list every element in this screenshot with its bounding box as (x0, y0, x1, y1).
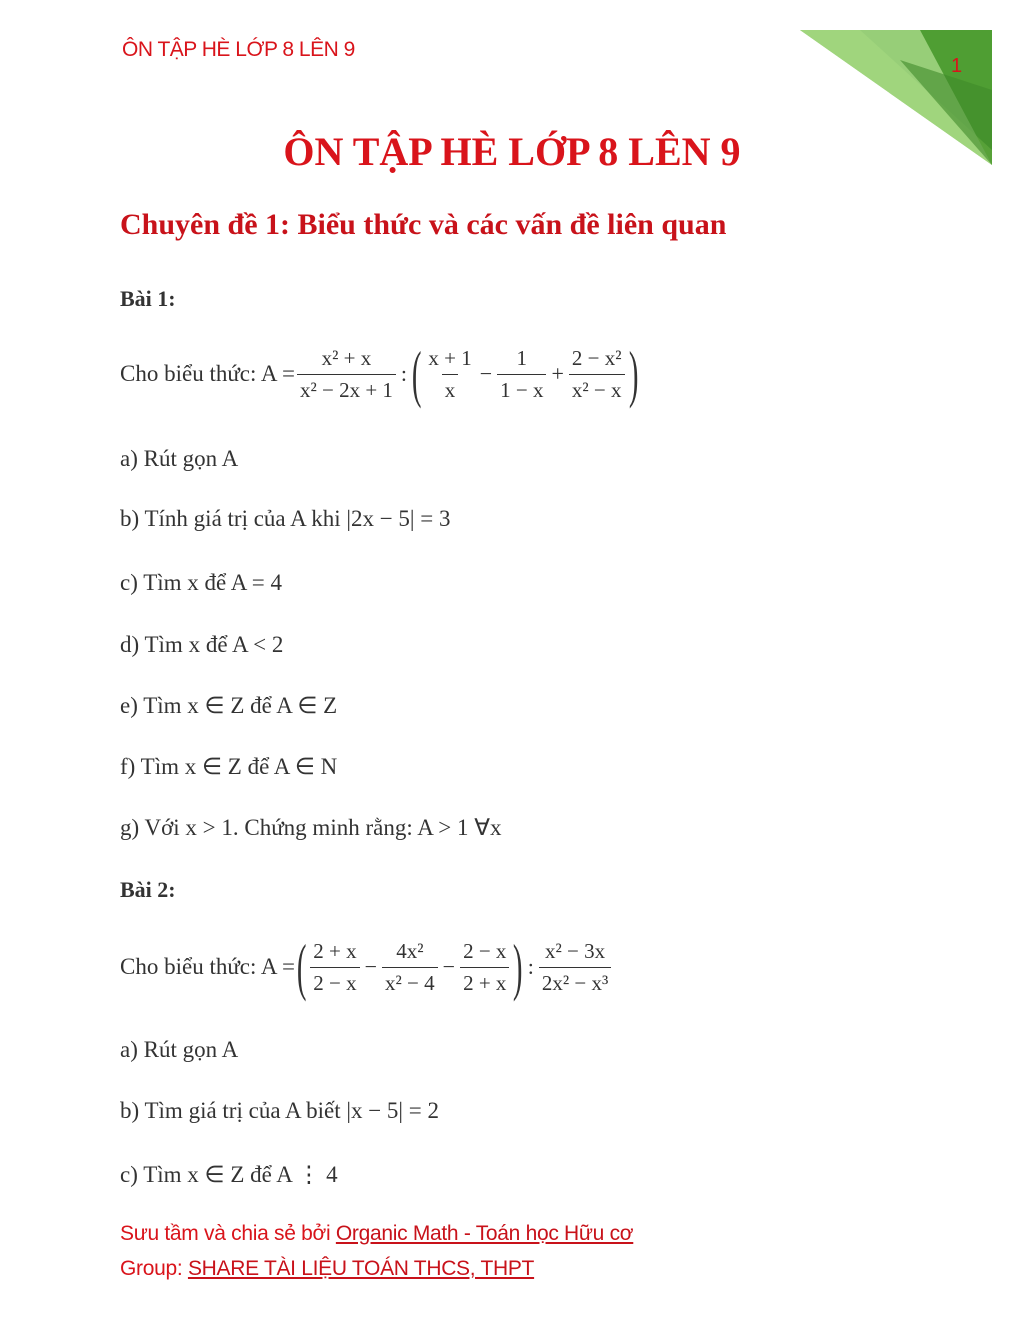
credit-link[interactable]: Organic Math - Toán học Hữu cơ (335, 1222, 634, 1245)
bai1-heading: Bài 1: (120, 286, 176, 311)
fraction: $\frac{1}{1 - x}$ (497, 346, 546, 403)
left-paren: ( (411, 338, 422, 409)
group-prefix: Group: (120, 1257, 188, 1280)
bai2-heading: Bài 2: (120, 877, 176, 902)
fraction: $\frac{2 + x}{2 - x}$ (310, 939, 359, 996)
left-paren: ( (296, 931, 307, 1002)
bai2-item-a: a) Rút gọn A (120, 1037, 239, 1062)
group-link[interactable]: SHARE TÀI LIỆU TOÁN THCS, THPT (187, 1257, 535, 1280)
parenthesized-group: ( $\frac{2 + x}{2 - x}$ − $\frac{\text{4x²}}{\text{x² − 4}}$ − $\frac{2 - x}{2 + x}$ ) (296, 931, 523, 1002)
bai2-intro: Cho biểu thức: A = (120, 954, 295, 979)
bai1-item-c: c) Tìm x để A = 4 (120, 570, 283, 595)
bai1-item-d: d) Tìm x để A < 2 (120, 632, 284, 657)
fraction: $\frac{x + 1}{x}$ (428, 345, 472, 402)
bai1-item-a: a) Rút gọn A (120, 446, 239, 471)
bai1-item-g: g) Với x > 1. Chứng minh rằng: A > 1 ∀x (120, 815, 502, 840)
fraction: $\frac{\text{x² + x}}{\text{x² − 2x + 1}}$ (297, 346, 396, 403)
bai1-expression: Cho biểu thức: A = $\frac{\text{x² + x}}{\text{x² − 2x + 1}}$ : ( $\frac{x + 1}{x}$ − $\frac{1}{1 - x}$ + $\frac{\text{2 − x²}}{\text{x² − x}}$ ) (120, 338, 638, 409)
parenthesized-group: ( $\frac{x + 1}{x}$ − $\frac{1}{1 - x}$ + $\frac{\text{2 − x²}}{\text{x² − x}}$ ) (411, 338, 638, 409)
bai1-item-f: f) Tìm x ∈ Z để A ∈ N (120, 754, 338, 779)
document-title: ÔN TẬP HÈ LỚP 8 LÊN 9 (283, 129, 741, 174)
right-paren: ) (628, 338, 638, 409)
bai2-item-c: c) Tìm x ∈ Z để A ⋮ 4 (120, 1162, 338, 1187)
bai1-item-b: b) Tính giá trị của A khi |2x − 5| = 3 (120, 506, 451, 531)
fraction: $\frac{2 - x}{2 + x}$ (460, 939, 509, 996)
credit-line (120, 1222, 633, 1246)
page-number: 1 (951, 55, 963, 77)
bai1-intro: Cho biểu thức: A = (120, 361, 295, 386)
chapter-heading: Chuyên đề 1: Biểu thức và các vấn đề liên quan (120, 208, 727, 241)
fraction: $\frac{\text{2 − x²}}{\text{x² − x}}$ (569, 346, 625, 403)
credit-prefix: Sưu tầm và chia sẻ bởi (120, 1222, 336, 1245)
bai2-item-b: b) Tìm giá trị của A biết |x − 5| = 2 (120, 1098, 439, 1123)
group-line (120, 1257, 534, 1281)
right-paren: ) (513, 931, 523, 1002)
running-header: ÔN TẬP HÈ LỚP 8 LÊN 9 (122, 38, 355, 61)
fraction: $\frac{\text{x² − 3x}}{\text{2x² − x³}}$ (539, 939, 611, 996)
bai2-expression: Cho biểu thức: A = ( $\frac{2 + x}{2 - x}$ − $\frac{\text{4x²}}{\text{x² − 4}}$ − $\frac{2 - x}{2 + x}$ ) : $\frac{\text{x² − 3x}}{\text{2x² − x³}}$ (120, 935, 613, 999)
bai1-item-e: e) Tìm x ∈ Z để A ∈ Z (120, 693, 338, 718)
fraction: $\frac{\text{4x²}}{\text{x² − 4}}$ (382, 939, 438, 996)
